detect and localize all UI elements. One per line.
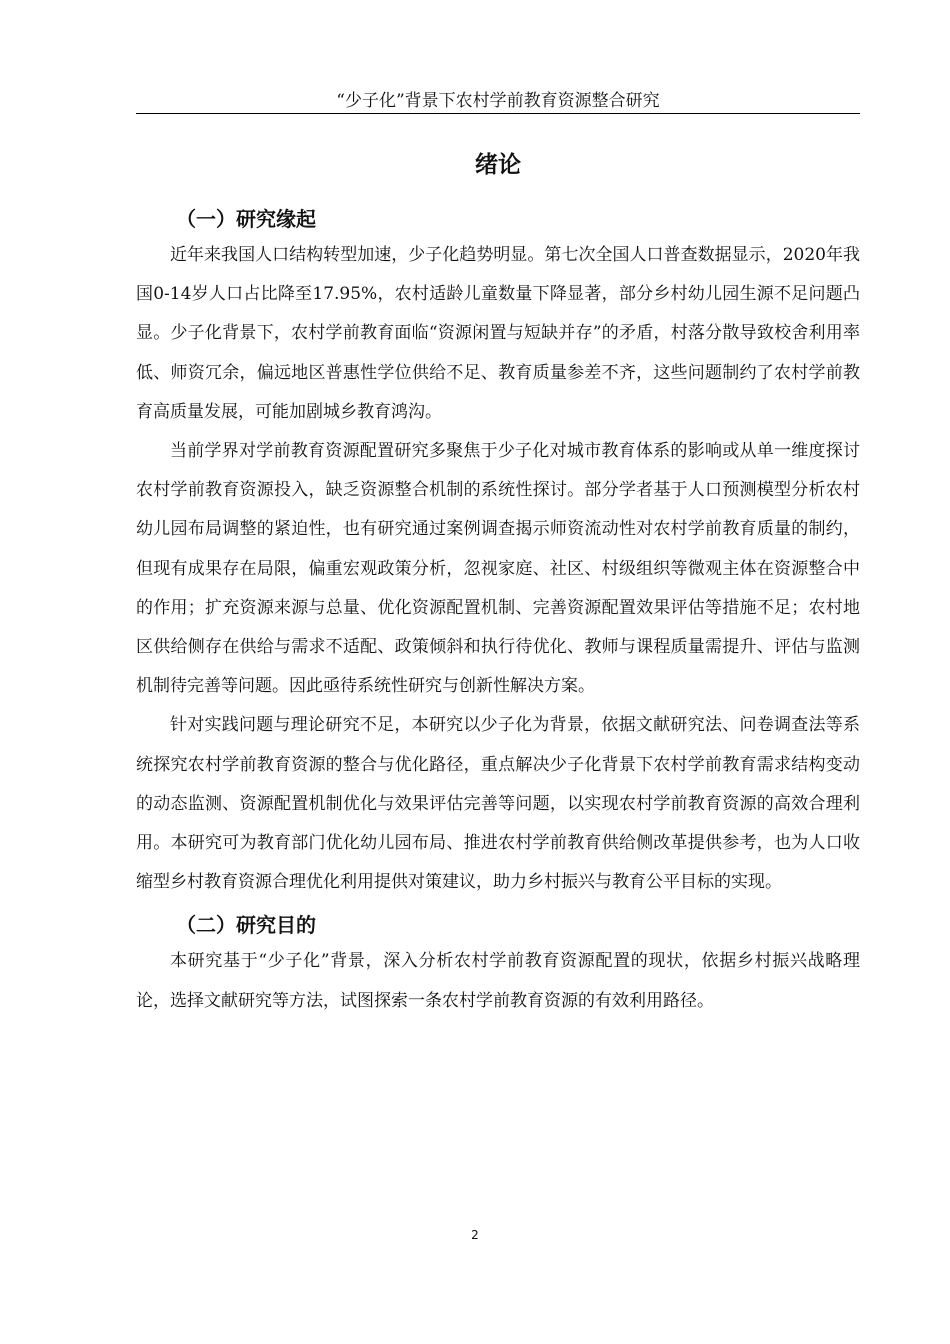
document-body bbox=[136, 202, 860, 1021]
section-heading-purpose: （二）研究目的 bbox=[176, 913, 316, 938]
paragraph: 针对实践问题与理论研究不足，本研究以少子化为背景，依据文献研究法、问卷调查法等系统探究农村学前教育资源的整合与优化路径，重点解决少子化背景下农村学前教育需求结构变动的动态监测、资源配置机制优化与效果评估完善等问题，以实现农村学前教育资源的高效合理利用。本研究可为教育部门优化幼儿园布局、推进农村学前教育供给侧改革提供参考，也为人口收缩型乡村教育资源合理优化利用提供对策建议，助力乡村振兴与教育公平目标的实现。 bbox=[136, 715, 860, 893]
chapter-title: 绪论 bbox=[475, 152, 521, 178]
paragraph: 近年来我国人口结构转型加速，少子化趋势明显。第七次全国人口普查数据显示，2020年我国0-14岁人口占比降至17.95%，农村适龄儿童数量下降显著，部分乡村幼儿园生源不足问题凸显。少子化背景下，农村学前教育面临“资源闲置与短缺并存”的矛盾，村落分散导致校舍利用率低、师资冗余，偏远地区普惠性学位供给不足、教育质量参差不齐，这些问题制约了农村学前教育高质量发展，可能加剧城乡教育鸿沟。 bbox=[136, 245, 860, 422]
running-header: “少子化”背景下农村学前教育资源整合研究 bbox=[136, 90, 860, 114]
paragraph: 本研究基于“少子化”背景，深入分析农村学前教育资源配置的现状，依据乡村振兴战略理论，选择文献研究等方法，试图探索一条农村学前教育资源的有效利用路径。 bbox=[136, 951, 860, 1011]
paragraph: 当前学界对学前教育资源配置研究多聚焦于少子化对城市教育体系的影响或从单一维度探讨农村学前教育资源投入，缺乏资源整合机制的系统性探讨。部分学者基于人口预测模型分析农村幼儿园布局调整的紧迫性，也有研究通过案例调查揭示师资流动性对农村学前教育质量的制约，但现有成果存在局限，偏重宏观政策分析，忽视家庭、社区、村级组织等微观主体在资源整合中的作用；扩充资源来源与总量、优化资源配置机制、完善资源配置效果评估等措施不足；农村地区供给侧存在供给与需求不适配、政策倾斜和执行待优化、教师与课程质量需提升、评估与监测机制待完善等问题。因此亟待系统性研究与创新性解决方案。 bbox=[136, 441, 860, 697]
page-number: 2 bbox=[471, 1228, 479, 1242]
section-heading-background: （一）研究缘起 bbox=[176, 207, 316, 231]
